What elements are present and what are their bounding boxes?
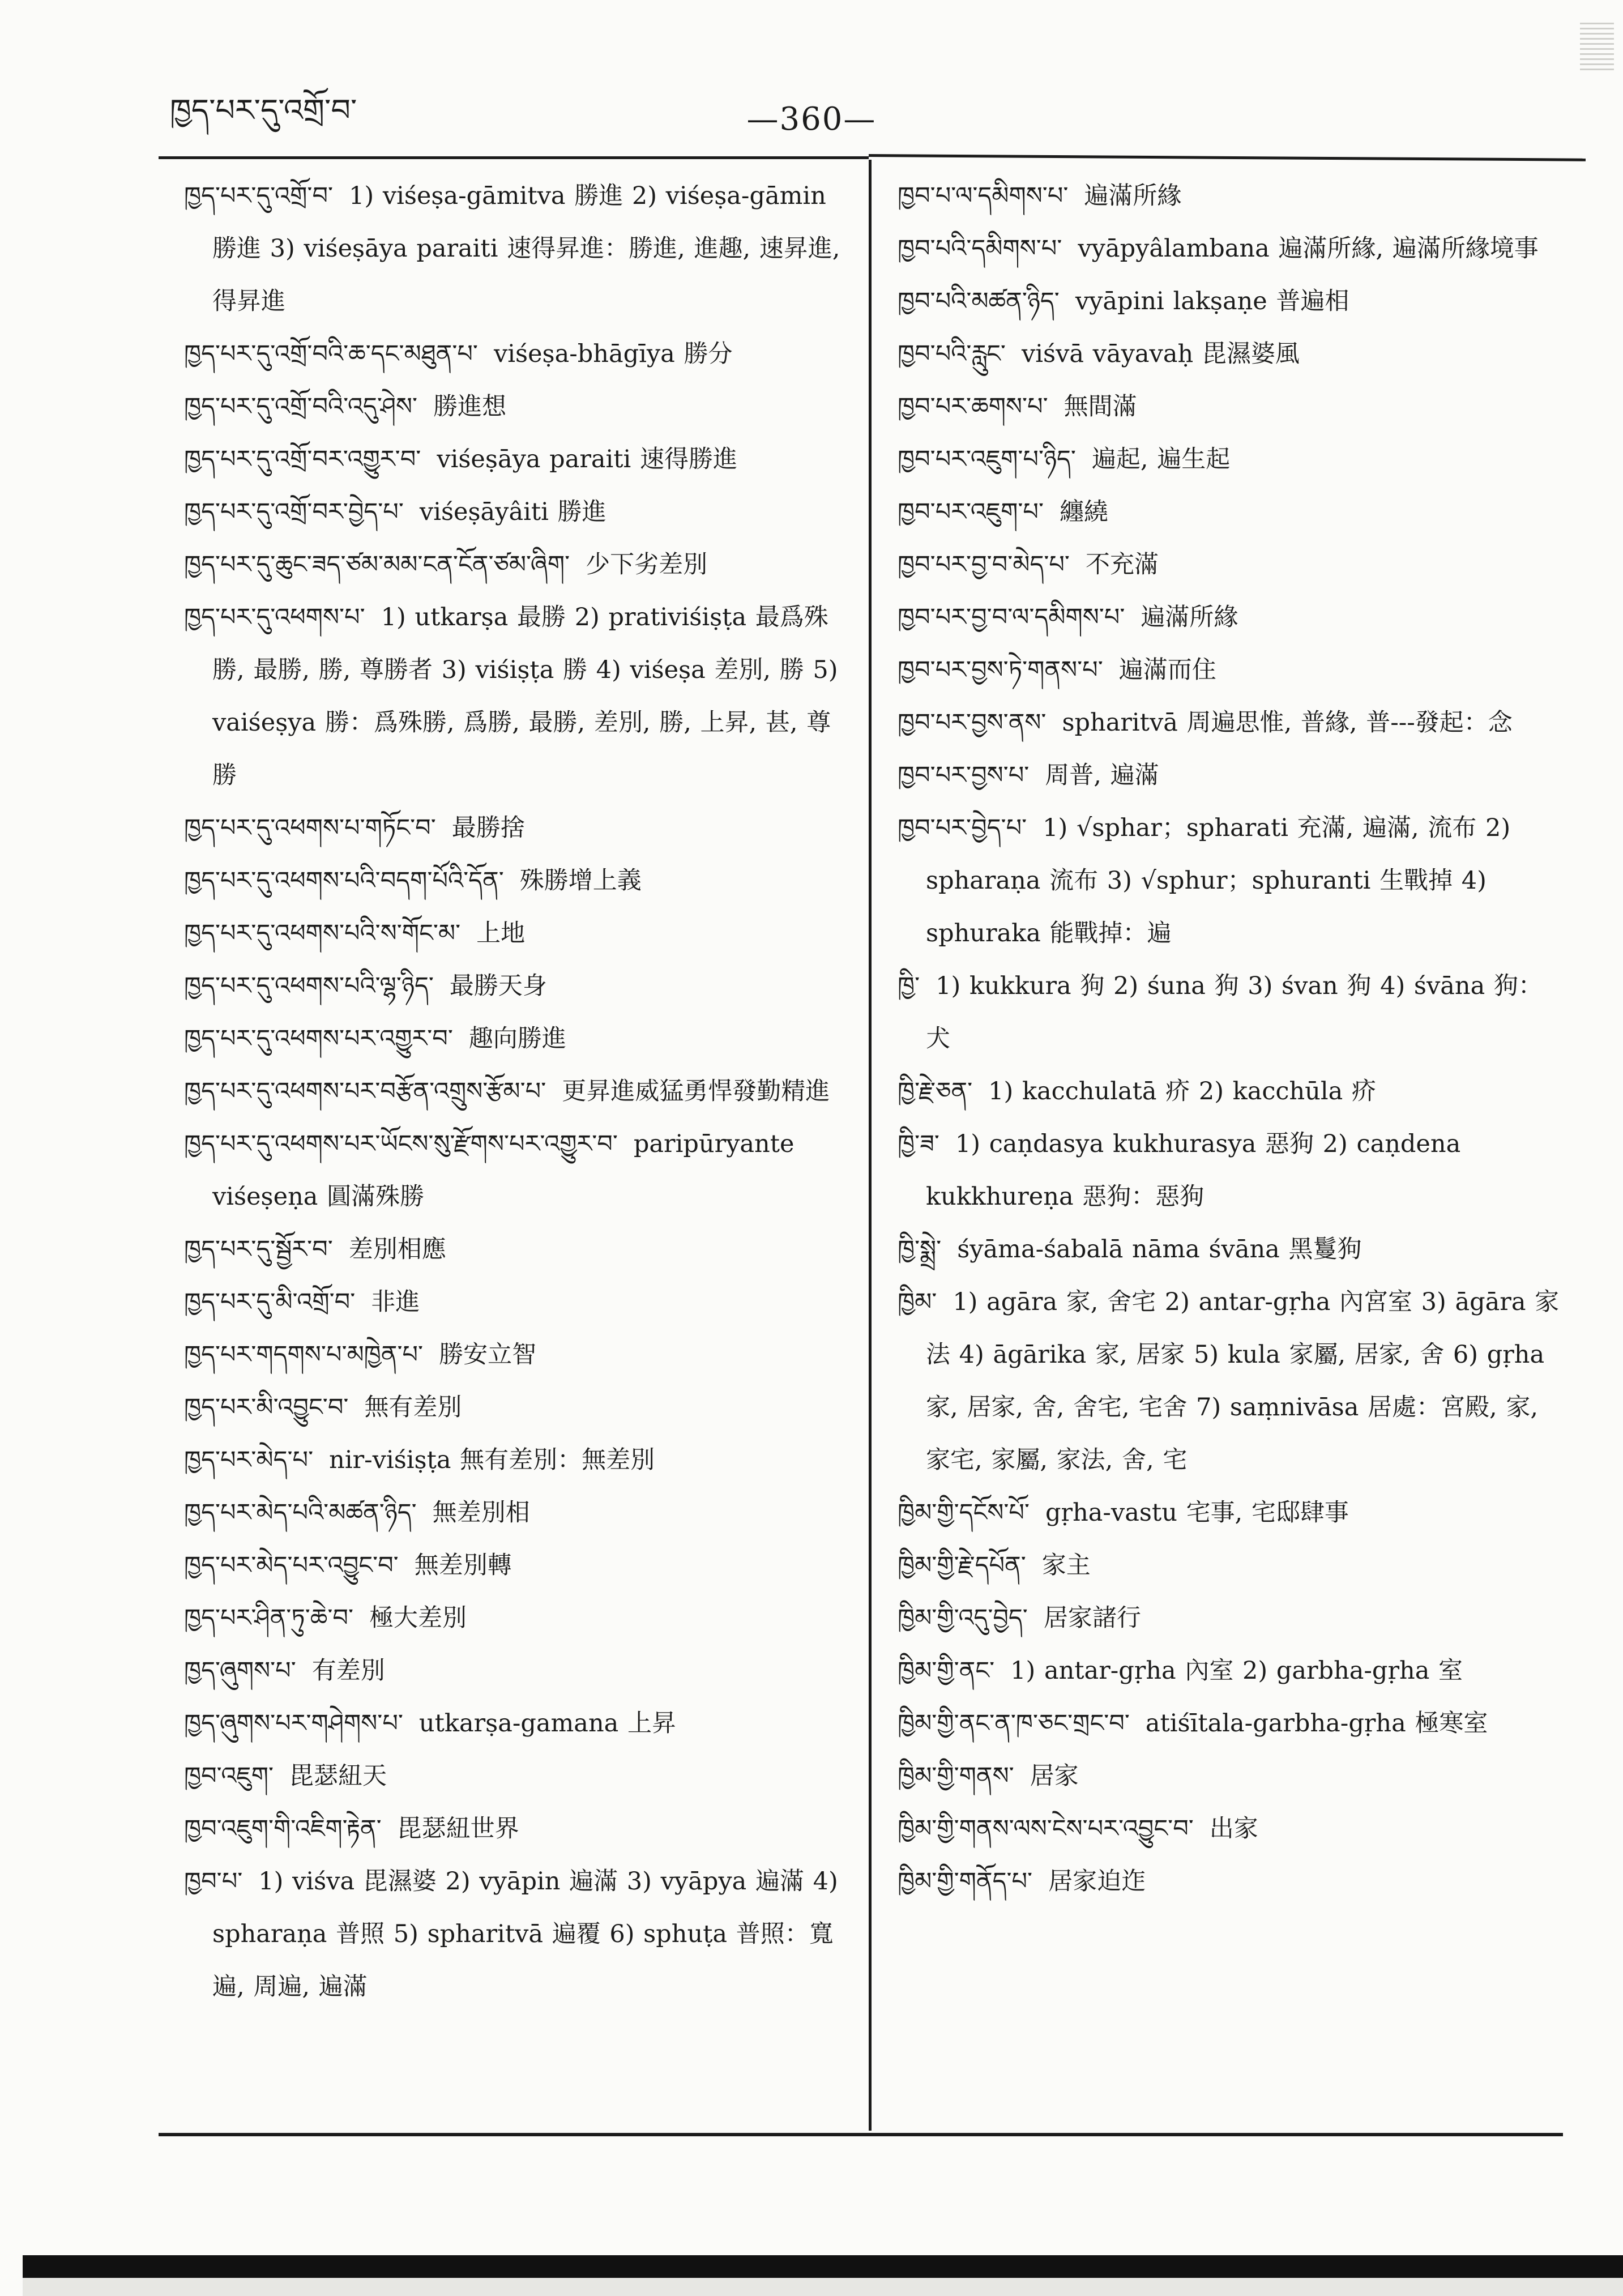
entry-gloss: 居家迫迮 <box>1048 1867 1146 1896</box>
entry-gloss: 毘瑟紐世界 <box>397 1815 519 1843</box>
running-head: ཁྱད་པར་དུ་འགྲོ་བ་ <box>170 92 357 128</box>
dictionary-entry <box>898 1855 1563 1908</box>
dictionary-entry <box>898 1592 1563 1645</box>
dictionary-entry <box>898 539 1563 591</box>
entry-term: ཁྱིམ་གྱི་འདུ་བྱེད་ <box>898 1604 1028 1632</box>
entry-term: ཁྱིམ་ <box>898 1288 937 1316</box>
entry-gloss: 家主 <box>1041 1551 1091 1580</box>
entry-term: ཁྱད་པར་མི་འབྱུང་བ་ <box>184 1393 349 1422</box>
entry-term: ཁྱད་པར་དུ་འགྲོ་བར་འགྱུར་བ་ <box>184 445 421 473</box>
entry-term: ཁྱི་ཟ་ <box>898 1130 939 1158</box>
entry-term: ཁྱབ་པ་ <box>184 1867 243 1896</box>
entry-gloss: utkarṣa-gamana 上昇 <box>418 1709 676 1738</box>
dictionary-entry <box>898 1065 1563 1118</box>
entry-gloss: 無有差別 <box>364 1393 462 1422</box>
dictionary-entry <box>184 170 852 328</box>
column-divider <box>869 160 872 2131</box>
entry-gloss: 1) caṇdasya kukhurasya 惡狗 2) caṇdena kukkhureṇa 惡狗：惡狗 <box>926 1130 1461 1211</box>
right-column <box>898 170 1563 1908</box>
entry-gloss: vyāpini lakṣaṇe 普遍相 <box>1075 287 1349 315</box>
entry-gloss: atiśītala-garbha-gṛha 極寒室 <box>1145 1709 1488 1738</box>
entry-gloss: 勝安立智 <box>439 1341 537 1369</box>
entry-gloss: 有差別 <box>311 1657 385 1685</box>
entry-term: ཁྱད་པར་དུ་འགྲོ་བའི་ཆ་དང་མཐུན་པ་ <box>184 340 478 368</box>
entry-gloss: 上地 <box>476 919 526 948</box>
entry-term: ཁྱད་པར་དུ་མི་འགྲོ་བ་ <box>184 1288 356 1316</box>
entry-gloss: viśvā vāyavaḥ 毘濕婆風 <box>1021 340 1300 368</box>
dictionary-entry <box>184 486 852 539</box>
entry-gloss: viśeṣāyâiti 勝進 <box>419 498 607 526</box>
entry-gloss: 不充滿 <box>1085 550 1159 579</box>
dictionary-entry <box>184 591 852 802</box>
dictionary-entry <box>898 1539 1563 1592</box>
entry-gloss: spharitvā 周遍思惟, 普緣, 普---發起：念 <box>1062 709 1513 737</box>
entry-term: ཁྱབ་པར་བྱ་བ་ལ་དམིགས་པ་ <box>898 603 1125 631</box>
entry-gloss: 1) utkarṣa 最勝 2) prativiśiṣṭa 最爲殊勝, 最勝, 勝, 尊勝者 3) viśiṣṭa 勝 4) viśeṣa 差別, 勝 5) vaiśeṣya 勝：爲殊勝, 爲勝, 最勝, 差別, 勝, 上昇, 甚, 尊勝 <box>212 603 838 789</box>
header-rule-right <box>869 154 1586 161</box>
entry-gloss: 遍滿而住 <box>1118 656 1216 684</box>
entry-gloss: 出家 <box>1209 1815 1258 1843</box>
entry-gloss: 1) agāra 家, 舍宅 2) antar-gṛha 內宮室 3) āgāra 家法 4) āgārika 家, 居家 5) kula 家屬, 居家, 舍 6) gṛha 家, 居家, 舍, 舍宅, 宅舍 7) saṃnivāsa 居處：宮殿, 家, 家宅, 家屬, 家法, 舍, 宅 <box>926 1288 1560 1474</box>
scan-bottom-band <box>23 2255 1623 2278</box>
dictionary-entry <box>898 749 1563 802</box>
entry-gloss: 無差別相 <box>432 1499 530 1527</box>
dictionary-entry <box>184 328 852 381</box>
entry-gloss: 周普, 遍滿 <box>1045 761 1159 789</box>
entry-gloss: 殊勝增上義 <box>519 867 642 895</box>
entry-gloss: 遍滿所緣 <box>1141 603 1238 631</box>
dictionary-entry <box>184 539 852 591</box>
entry-term: ཁྱབ་པའི་རླུང་ <box>898 340 1006 368</box>
dictionary-entry <box>184 1539 852 1592</box>
entry-term: ཁྱི་སྨྲེ་ <box>898 1235 942 1264</box>
entry-term: ཁྱད་པར་མེད་པའི་མཚན་ཉིད་ <box>184 1499 417 1527</box>
entry-gloss: 1) viśva 毘濕婆 2) vyāpin 遍滿 3) vyāpya 遍滿 4) spharaṇa 普照 5) spharitvā 遍覆 6) sphuṭa 普照：寬遍, 周遍, 遍滿 <box>212 1867 838 2001</box>
dictionary-entry <box>184 1065 852 1118</box>
dictionary-entry <box>898 486 1563 539</box>
entry-term: ཁྱད་པར་དུ་ཆུང་ཟད་ཙམ་མམ་ངན་ངོན་ཙམ་ཞིག་ <box>184 550 570 579</box>
entry-term: ཁྱབ་པར་བྱ་བ་མེད་པ་ <box>898 550 1070 579</box>
entry-term: ཁྱད་ཞུགས་པ་ <box>184 1657 296 1685</box>
dictionary-entry <box>898 1645 1563 1697</box>
left-column <box>184 170 852 2013</box>
dictionary-entry <box>898 328 1563 381</box>
dictionary-entry <box>898 697 1563 749</box>
entry-term: ཁྱིམ་གྱི་གནས་ལས་ངེས་པར་འབྱུང་བ་ <box>898 1815 1194 1843</box>
entry-term: ཁྱབ་པར་འཇུག་པ་ཉིད་ <box>898 445 1076 473</box>
entry-gloss: śyāma-śabalā nāma śvāna 黑鬘狗 <box>957 1235 1362 1264</box>
entry-gloss: paripūryante viśeṣeṇa 圓滿殊勝 <box>212 1130 795 1211</box>
entry-term: ཁྱབ་པའི་མཚན་ཉིད་ <box>898 287 1060 315</box>
entry-gloss: 1) kacchulatā 疥 2) kacchūla 疥 <box>988 1077 1376 1106</box>
scan-edge-artifact <box>1580 23 1614 74</box>
dictionary-entry <box>898 1487 1563 1539</box>
entry-term: ཁྱད་པར་དུ་འགྲོ་བའི་འདུ་ཤེས་ <box>184 392 418 421</box>
entry-gloss: 趣向勝進 <box>468 1025 566 1053</box>
dictionary-entry <box>184 1803 852 1855</box>
entry-gloss: vyāpyâlambana 遍滿所緣, 遍滿所緣境事 <box>1078 234 1539 263</box>
dictionary-entry <box>184 1276 852 1329</box>
dictionary-entry <box>898 381 1563 433</box>
scan-bottom-shade <box>23 2278 1623 2296</box>
dictionary-entry <box>184 1697 852 1750</box>
entry-term: ཁྱད་པར་དུ་སྦྱོར་བ་ <box>184 1235 333 1264</box>
entry-gloss: viśeṣa-bhāgīya 勝分 <box>493 340 733 368</box>
entry-gloss: 遍起, 遍生起 <box>1091 445 1231 473</box>
dictionary-entry <box>898 433 1563 486</box>
entry-gloss: 無差別轉 <box>414 1551 512 1580</box>
entry-gloss: 毘瑟紐天 <box>289 1762 387 1790</box>
entry-term: ཁྱད་པར་མེད་པ་ <box>184 1446 314 1474</box>
entry-term: ཁྱིམ་གྱི་ནང་ན་ཁ་ཅང་གྲང་བ་ <box>898 1709 1130 1738</box>
entry-term: ཁྱབ་པར་བྱེད་པ་ <box>898 814 1027 842</box>
entry-term: ཁྱབ་པར་བྱས་པ་ <box>898 761 1030 789</box>
dictionary-entry <box>184 433 852 486</box>
entry-gloss: 勝進想 <box>433 392 507 421</box>
dictionary-entry <box>898 223 1563 275</box>
entry-term: ཁྱི་རྗེ་ཅན་ <box>898 1077 973 1106</box>
entry-gloss: 居家諸行 <box>1043 1604 1141 1632</box>
entry-term: ཁྱད་པར་དུ་འགྲོ་བར་བྱེད་པ་ <box>184 498 404 526</box>
dictionary-entry <box>184 1223 852 1276</box>
entry-gloss: 1) √sphar；spharati 充滿, 遍滿, 流布 2) spharaṇa 流布 3) √sphur；sphuranti 生戰掉 4) sphuraka 能戰掉：遍 <box>926 814 1511 948</box>
dictionary-entry <box>898 170 1563 223</box>
entry-gloss: 差別相應 <box>348 1235 446 1264</box>
entry-gloss: nir-viśiṣṭa 無有差別：無差別 <box>329 1446 655 1474</box>
dictionary-entry <box>184 1487 852 1539</box>
dictionary-entry <box>898 1750 1563 1803</box>
dictionary-entry <box>898 1118 1563 1223</box>
dictionary-entry <box>184 907 852 960</box>
dictionary-entry <box>898 1223 1563 1276</box>
entry-term: ཁྱད་པར་དུ་འཕགས་པ་གཏོང་བ་ <box>184 814 436 842</box>
entry-term: ཁྱད་པར་དུ་འཕགས་པའི་ལྷ་ཉིད་ <box>184 972 434 1000</box>
entry-term: ཁྱི་ <box>898 972 920 1000</box>
entry-term: ཁྱད་པར་དུ་འགྲོ་བ་ <box>184 182 334 210</box>
dictionary-entry <box>898 802 1563 960</box>
entry-term: ཁྱབ་པར་འཇུག་པ་ <box>898 498 1044 526</box>
entry-term: ཁྱབ་པར་བྱས་ནས་ <box>898 709 1047 737</box>
entry-term: ཁྱིམ་གྱི་གནས་ <box>898 1762 1014 1790</box>
entry-gloss: 最勝捨 <box>451 814 525 842</box>
dictionary-entry <box>184 855 852 907</box>
entry-gloss: 纏繞 <box>1060 498 1108 526</box>
entry-term: ཁྱིམ་གྱི་རྗེ་དཔོན་ <box>898 1551 1026 1580</box>
entry-gloss: viśeṣāya paraiti 速得勝進 <box>437 445 737 473</box>
entry-gloss: 1) kukkura 狗 2) śuna 狗 3) śvan 狗 4) śvāna 狗：犬 <box>926 972 1543 1053</box>
entry-gloss: 更昇進威猛勇悍發勤精進 <box>562 1077 830 1106</box>
dictionary-entry <box>184 1645 852 1697</box>
entry-gloss: 極大差別 <box>369 1604 467 1632</box>
entry-term: ཁྱབ་པའི་དམིགས་པ་ <box>898 234 1062 263</box>
dictionary-entry <box>184 1381 852 1434</box>
entry-gloss: gṛha-vastu 宅事, 宅邸肆事 <box>1045 1499 1349 1527</box>
entry-term: ཁྱིམ་གྱི་གནོད་པ་ <box>898 1867 1033 1896</box>
entry-term: ཁྱབ་འཇུག་ <box>184 1762 274 1790</box>
dictionary-entry <box>184 381 852 433</box>
dictionary-entry <box>184 1855 852 2013</box>
entry-term: ཁྱབ་པར་ཆགས་པ་ <box>898 392 1048 421</box>
entry-term: ཁྱད་ཞུགས་པར་གཤེགས་པ་ <box>184 1709 403 1738</box>
entry-term: ཁྱད་པར་དུ་འཕགས་པར་ཡོངས་སུ་རྫོགས་པར་འགྱུར་བ་ <box>184 1130 618 1158</box>
dictionary-entry <box>184 802 852 855</box>
dictionary-entry <box>184 1013 852 1065</box>
entry-term: ཁྱད་པར་ཤིན་ཏུ་ཆེ་བ་ <box>184 1604 353 1632</box>
entry-gloss: 無間滿 <box>1064 392 1137 421</box>
entry-term: ཁྱབ་འཇུག་གི་འཇིག་རྟེན་ <box>184 1815 382 1843</box>
entry-gloss: 1) antar-gṛha 內室 2) garbha-gṛha 室 <box>1010 1657 1463 1685</box>
dictionary-entry <box>184 1750 852 1803</box>
entry-term: ཁྱབ་པ་ལ་དམིགས་པ་ <box>898 182 1069 210</box>
entry-term: ཁྱད་པར་དུ་འཕགས་པའི་ས་གོང་མ་ <box>184 919 461 948</box>
entry-term: ཁྱབ་པར་བྱས་ཏེ་གནས་པ་ <box>898 656 1103 684</box>
dictionary-entry <box>898 644 1563 697</box>
page-number: —360— <box>746 101 877 138</box>
entry-term: ཁྱིམ་གྱི་དངོས་པོ་ <box>898 1499 1030 1527</box>
entry-term: ཁྱད་པར་གདགས་པ་མཁྱེན་པ་ <box>184 1341 424 1369</box>
footer-rule <box>159 2133 1563 2136</box>
dictionary-entry <box>898 960 1563 1065</box>
dictionary-entry <box>898 1276 1563 1487</box>
dictionary-entry <box>184 1434 852 1487</box>
dictionary-entry <box>898 1697 1563 1750</box>
entry-gloss: 最勝天身 <box>449 972 547 1000</box>
entry-term: ཁྱད་པར་དུ་འཕགས་པར་འགྱུར་བ་ <box>184 1025 453 1053</box>
dictionary-entry <box>898 1803 1563 1855</box>
entry-gloss: 居家 <box>1030 1762 1079 1790</box>
entry-term: ཁྱིམ་གྱི་ནང་ <box>898 1657 995 1685</box>
dictionary-entry <box>184 1118 852 1223</box>
entry-gloss: 1) viśeṣa-gāmitva 勝進 2) viśeṣa-gāmin 勝進 3) viśeṣāya paraiti 速得昇進：勝進, 進趣, 速昇進, 得昇進 <box>212 182 840 315</box>
entry-term: ཁྱད་པར་མེད་པར་འབྱུང་བ་ <box>184 1551 399 1580</box>
entry-term: ཁྱད་པར་དུ་འཕགས་པ་ <box>184 603 365 631</box>
dictionary-entry <box>184 960 852 1013</box>
dictionary-entry <box>898 275 1563 328</box>
entry-term: ཁྱད་པར་དུ་འཕགས་པའི་བདག་པོའི་དོན་ <box>184 867 504 895</box>
entry-gloss: 遍滿所緣 <box>1084 182 1182 210</box>
dictionary-entry <box>184 1329 852 1381</box>
header-rule-left <box>159 156 869 159</box>
entry-gloss: 非進 <box>371 1288 420 1316</box>
entry-term: ཁྱད་པར་དུ་འཕགས་པར་བརྩོན་འགྲུས་རྩོམ་པ་ <box>184 1077 546 1106</box>
dictionary-entry <box>184 1592 852 1645</box>
dictionary-entry <box>898 591 1563 644</box>
entry-gloss: 少下劣差別 <box>586 550 708 579</box>
